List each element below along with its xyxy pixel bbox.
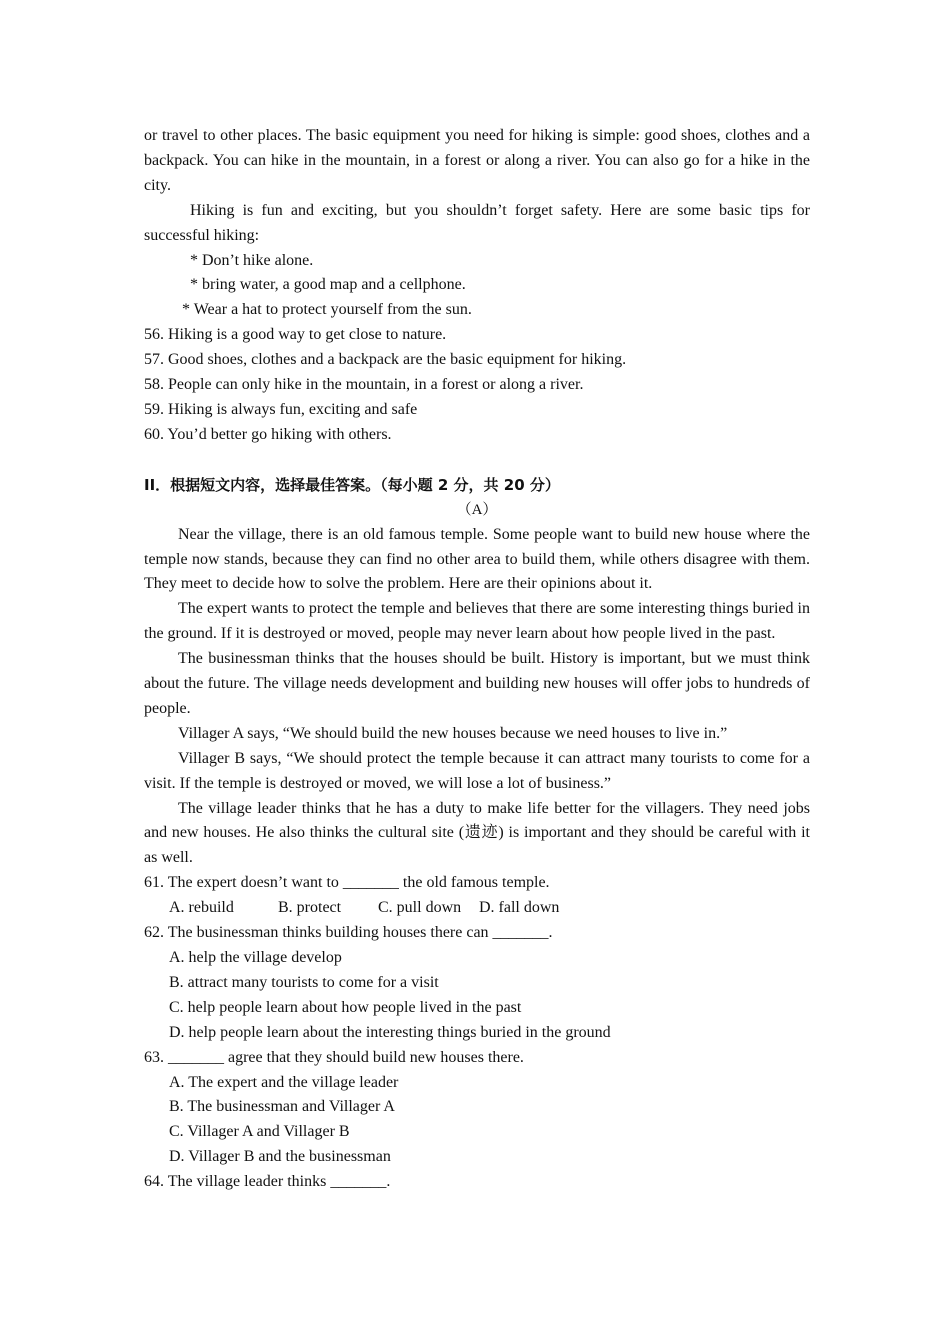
temple-paragraph-3: The businessman thinks that the houses should be built. History is important, but we must think about the future. The village needs development and building new houses will offer jobs to hundreds of people.	[144, 650, 810, 717]
question-61-stem: 61. The expert doesn’t want to _______ the old famous temple.	[144, 874, 550, 892]
question-63-option-b: B. The businessman and Villager A	[169, 1098, 395, 1116]
question-63-option-a: A. The expert and the village leader	[169, 1073, 399, 1091]
temple-paragraph-2: The expert wants to protect the temple and believes that there are some interesting things buried in the ground. If it is destroyed or moved, people may never learn about how people lived in the past.	[144, 600, 810, 643]
question-61-option-a: A. rebuild	[169, 899, 234, 917]
question-61-option-c: C. pull down	[378, 899, 462, 917]
passage-label: （A）	[456, 501, 498, 518]
question-61-options	[144, 896, 810, 921]
document-content	[144, 124, 810, 1195]
question-63-option-c: C. Villager A and Villager B	[169, 1123, 350, 1141]
hiking-paragraph-2: Hiking is fun and exciting, but you shouldn’t forget safety. Here are some basic tips for successful hiking:	[144, 201, 810, 244]
temple-paragraph-4: Villager A says, “We should build the new houses because we need houses to live in.”	[178, 724, 728, 742]
statement-58: 58. People can only hike in the mountain, in a forest or along a river.	[144, 376, 584, 394]
question-63-stem: 63. _______ agree that they should build new houses there.	[144, 1048, 524, 1066]
statement-60: 60. You’d better go hiking with others.	[144, 425, 392, 443]
statement-56: 56. Hiking is a good way to get close to nature.	[144, 326, 447, 344]
question-62-option-c: C. help people learn about how people lived in the past	[169, 998, 522, 1016]
temple-paragraph-6: The village leader thinks that he has a duty to make life better for the villagers. They need jobs and new houses. He also thinks the cultural site (遗迹) is important and they should be careful with it as well.	[144, 799, 810, 867]
question-62-stem: 62. The businessman thinks building houses there can _______.	[144, 924, 553, 942]
tip-1: * Don’t hike alone.	[190, 251, 314, 269]
question-62-option-d: D. help people learn about the interesting things buried in the ground	[169, 1023, 611, 1041]
tip-3: * Wear a hat to protect yourself from the sun.	[182, 301, 472, 319]
tip-2: * bring water, a good map and a cellphone.	[190, 276, 466, 294]
question-64-stem: 64. The village leader thinks _______.	[144, 1173, 391, 1191]
temple-paragraph-1: Near the village, there is an old famous temple. Some people want to build new house where the temple now stands, because they can find no other area to build them, while others disagree with them. They meet to decide how to solve the problem. Here are their opinions about it.	[144, 525, 810, 593]
hiking-paragraph-1: or travel to other places. The basic equipment you need for hiking is simple: good shoes, clothes and a backpack. You can hike in the mountain, in a forest or along a river. You can also go for a hike in the city.	[144, 127, 810, 194]
section-heading: II．根据短文内容，选择最佳答案。（每小题 2 分，共 20 分）	[144, 475, 560, 494]
question-62-option-b: B. attract many tourists to come for a visit	[169, 973, 439, 991]
temple-paragraph-5: Villager B says, “We should protect the temple because it can attract many tourists to come for a visit. If the temple is destroyed or moved, we will lose a lot of business.”	[144, 749, 810, 792]
statement-59: 59. Hiking is always fun, exciting and safe	[144, 400, 418, 418]
question-62-option-a: A. help the village develop	[169, 949, 342, 966]
question-63-option-d: D. Villager B and the businessman	[169, 1148, 391, 1166]
question-61-option-d: D. fall down	[479, 899, 560, 917]
statement-57: 57. Good shoes, clothes and a backpack are the basic equipment for hiking.	[144, 351, 627, 369]
question-61-option-b: B. protect	[278, 899, 342, 917]
